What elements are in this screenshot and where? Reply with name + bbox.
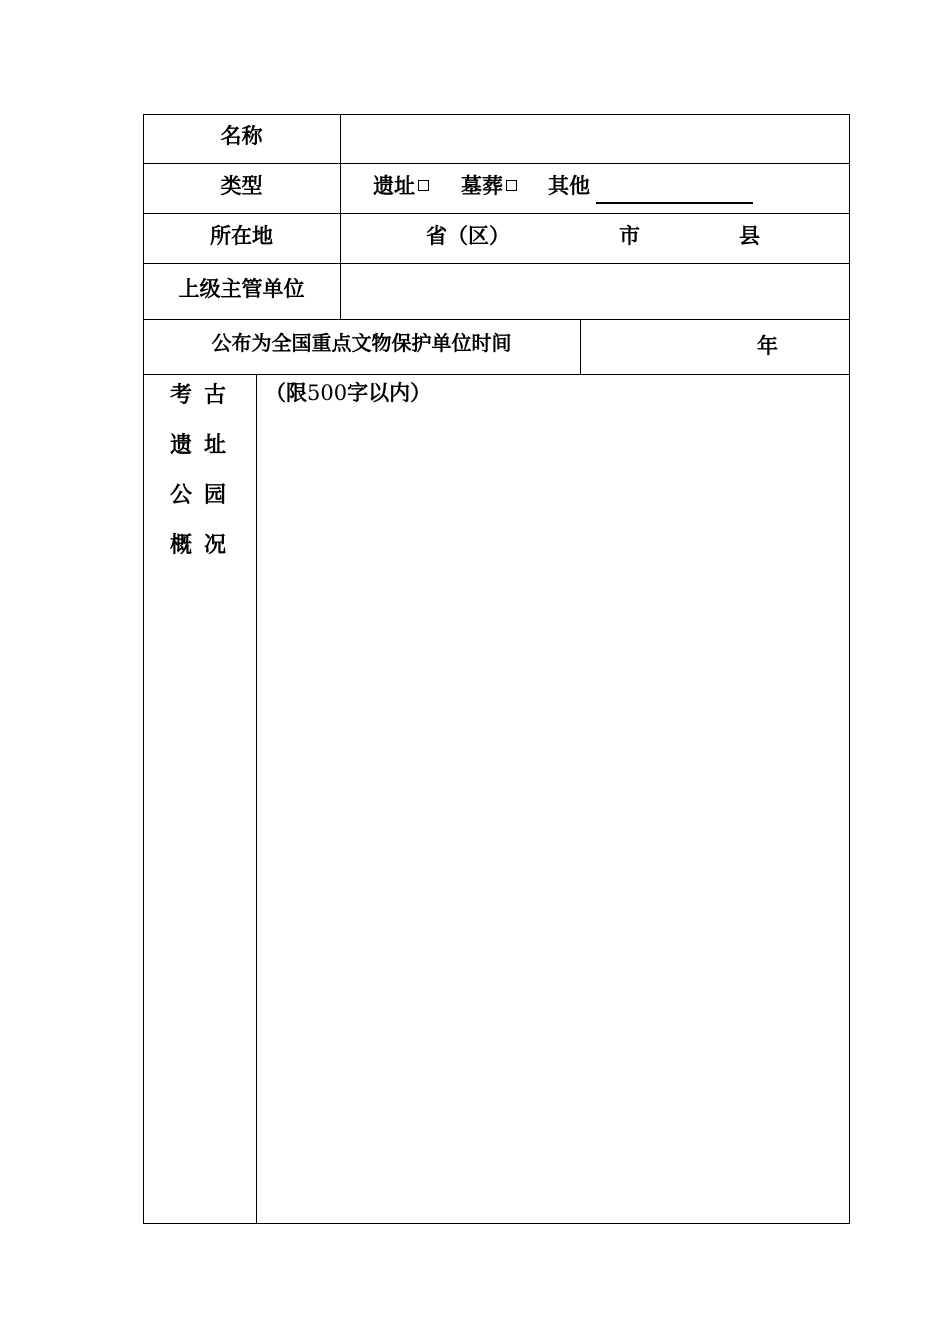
type-option-site-label: 遗址	[373, 174, 415, 198]
overview-hint-number: 500	[307, 381, 348, 405]
checkbox-site[interactable]	[418, 180, 429, 191]
announce-label: 公布为全国重点文物保护单位时间	[211, 331, 512, 355]
overview-label-line: 遗址	[170, 433, 239, 458]
row-divider	[143, 213, 850, 214]
form-border-bottom	[143, 1223, 850, 1224]
announce-year-field[interactable]	[581, 320, 849, 374]
overview-label-line: 概况	[170, 533, 239, 558]
city-label: 市	[619, 224, 640, 248]
overview-label-line: 考古	[170, 383, 239, 408]
form-border-right	[849, 114, 850, 1224]
type-option-tomb[interactable]	[461, 170, 517, 200]
row-divider	[143, 163, 850, 164]
checkbox-tomb[interactable]	[506, 180, 517, 191]
year-unit-label: 年	[757, 334, 778, 358]
other-type-field[interactable]	[596, 186, 753, 204]
type-option-site[interactable]	[373, 170, 429, 200]
name-label: 名称	[220, 124, 263, 148]
county-label: 县	[739, 224, 760, 248]
type-option-other-label: 其他	[548, 174, 590, 198]
name-field[interactable]	[341, 115, 849, 163]
overview-hint-prefix: （限	[265, 381, 307, 405]
supervisor-field[interactable]	[341, 264, 849, 319]
overview-textarea[interactable]	[257, 375, 849, 1223]
location-label: 所在地	[210, 224, 273, 248]
type-label: 类型	[220, 174, 263, 198]
heritage-site-form	[143, 114, 850, 1224]
overview-hint-suffix: 字以内）	[347, 381, 432, 405]
supervisor-label: 上级主管单位	[178, 277, 305, 301]
overview-hint	[265, 377, 431, 407]
type-option-tomb-label: 墓葬	[461, 174, 503, 198]
province-label: 省（区）	[426, 224, 510, 248]
overview-label-line: 公园	[170, 483, 239, 508]
